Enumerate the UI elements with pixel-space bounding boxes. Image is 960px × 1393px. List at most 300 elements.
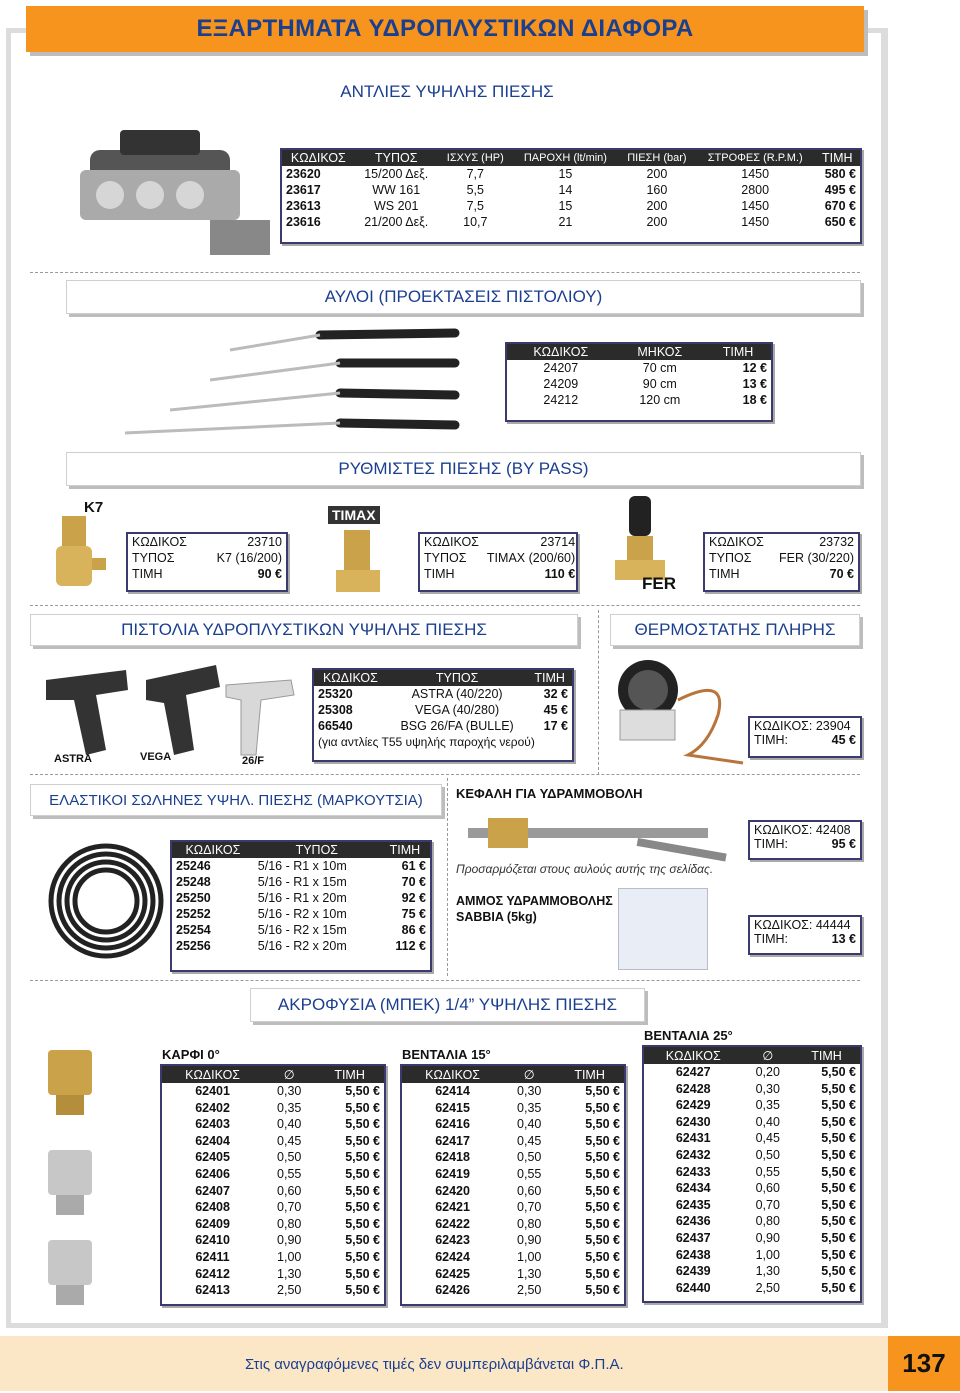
table-row [162,1166,384,1183]
guns-image: ASTRA VEGA 26/F [36,655,306,770]
lances-image [100,325,470,440]
table-cell: 25256 [176,939,211,953]
nozzle-diameter: 1,00 [755,1247,780,1262]
nozzle-price: 5,50 € [821,1230,856,1245]
nozzle-diameter: 1,30 [517,1266,542,1281]
table-cell: 200 [646,199,668,213]
bypass-section-title: ΡΥΘΜΙΣΤΕΣ ΠΙΕΣΗΣ (BY PASS) [66,452,861,486]
table-cell: ΤΥΠΟΣ [709,551,752,565]
nozzle-diameter: 0,45 [277,1133,302,1148]
table-cell: 12 € [742,361,767,375]
nozzle-price: 5,50 € [345,1249,380,1264]
table-row [172,842,430,858]
table-row [644,1263,860,1280]
pumps-table [282,150,860,230]
table-cell: 1450 [741,199,770,213]
hoses-table [172,842,430,954]
table-cell: 25308 [318,703,353,717]
table-cell: 14 [558,183,573,197]
nozzle-table-2 [642,1045,862,1303]
table-header-cell: ΤΙΜΗ [380,842,430,858]
nozzle-diameter: 0,60 [517,1183,542,1198]
table-row [162,1066,384,1083]
table-cell: 5/16 - R1 x 15m [257,875,347,889]
table-row [162,1266,384,1283]
col-price: ΤΙΜΗ [815,150,860,166]
footer-text: Στις αναγραφόμενες τιμές δεν συμπεριλαμβάνεται Φ.Π.Α. [245,1356,624,1373]
table-row [507,360,771,376]
sandblast-head-image [458,808,743,863]
table-row [162,1083,384,1100]
col-diameter: ∅ [742,1047,793,1064]
nozzle-code: 62420 [435,1183,470,1198]
nozzle-code: 62432 [675,1147,711,1162]
table-cell: 23620 [286,167,321,181]
nozzle-diameter: 0,50 [755,1147,780,1162]
table-cell: 75 € [401,907,426,921]
nozzle-code: 62401 [195,1084,230,1098]
nozzle-diameter: 1,30 [277,1266,302,1281]
table-cell: 10,7 [463,215,488,229]
table-cell: 495 € [824,183,856,197]
table-row [644,1280,860,1297]
nozzle-diameter: 0,35 [517,1100,542,1115]
table-cell: ΤΙΜΗ [132,567,163,581]
col-type: ΤΥΠΟΣ [355,150,438,166]
nozzle-table-0 [160,1064,386,1306]
table-cell: 18 € [742,393,767,407]
nozzle-diameter: 0,90 [517,1233,542,1248]
nozzle-price: 5,50 € [345,1216,380,1231]
table-row [644,1230,860,1247]
table-cell: 23613 [286,199,321,213]
table-cell: ΚΩΔΙΚΟΣ [132,535,187,549]
col-rpm: ΣΤΡΟΦΕΣ (R.P.M.) [696,150,815,166]
table-row [314,734,572,750]
nozzle-price: 5,50 € [345,1233,380,1248]
nozzle-code: 62418 [435,1150,470,1165]
table-row [644,1047,860,1064]
table [420,534,579,582]
nozzle-code: 62410 [195,1233,230,1248]
nozzle-diameter: 0,40 [277,1117,302,1132]
table-cell: 24209 [543,377,579,391]
nozzle-diameter: 0,30 [517,1084,542,1098]
table-row [644,1213,860,1230]
table-cell: 120 cm [639,393,681,407]
nozzle-price: 5,50 € [821,1247,856,1262]
table-header-cell: ΜΗΚΟΣ [615,344,705,360]
nozzle-code: 62425 [435,1266,470,1281]
nozzle-price: 5,50 € [585,1133,620,1148]
table-cell: TIMAX (200/60) [486,551,576,565]
nozzle-price: 5,50 € [821,1131,856,1146]
divider-vertical [598,610,599,775]
nozzle-diameter: 0,40 [755,1114,780,1129]
table-row [705,534,858,550]
table-row [644,1064,860,1081]
table-cell: ΤΥΠΟΣ [132,551,175,565]
nozzle-price: 5,50 € [345,1283,380,1298]
nozzle-diameter: 1,30 [755,1264,780,1279]
table-cell: WW 161 [372,183,421,197]
sand-bag-image [618,888,708,970]
nozzle-diameter: 0,55 [277,1166,302,1181]
nozzle-code: 62402 [195,1100,230,1115]
nozzle-price: 5,50 € [585,1200,620,1215]
sandblast-head-title: ΚΕΦΑΛΗ ΓΙΑ ΥΔΡΑΜΜΟΒΟΛΗ [456,786,643,801]
nozzle-price: 5,50 € [585,1266,620,1281]
nozzle-price: 5,50 € [345,1166,380,1181]
guns-table [314,670,572,750]
nozzle-diameter: 1,00 [517,1249,542,1264]
nozzle-price: 5,50 € [345,1183,380,1198]
nozzle-code: 62431 [675,1131,711,1146]
table-row [282,214,860,230]
table-cell: 1450 [741,215,770,229]
pumps-table-box [280,148,862,244]
table-row [644,1081,860,1098]
table-row [162,1232,384,1249]
table-row [402,1282,624,1299]
nozzle-diameter: 0,80 [755,1214,780,1229]
table-row [402,1100,624,1117]
nozzle-code: 62414 [435,1084,470,1098]
table-cell: 15/200 Δεξ. [364,167,429,181]
nozzle-diameter: 0,30 [755,1081,780,1096]
table-cell: FER (30/220) [778,551,854,565]
table-row [644,1180,860,1197]
table-row [172,890,430,906]
table-cell: 21 [558,215,573,229]
col-code: ΚΩΔΙΚΟΣ [644,1047,742,1064]
table-cell: 5/16 - R1 x 20m [257,891,347,905]
nozzle-code: 62426 [435,1283,470,1298]
table-cell: 5/16 - R2 x 10m [257,907,347,921]
col-power: ΙΣΧΥΣ (HP) [438,150,513,166]
table-row [402,1183,624,1200]
nozzle-price: 5,50 € [585,1249,620,1264]
nozzle-price: 5,50 € [821,1081,856,1096]
table-row [162,1282,384,1299]
divider [30,774,860,775]
nozzle-diameter: 0,40 [517,1117,542,1132]
nozzle-price: 5,50 € [821,1181,856,1196]
lances-table [507,344,771,408]
timax-image: TIMAX [320,506,420,596]
nozzle-code: 62421 [435,1200,470,1215]
table-row [402,1066,624,1083]
nozzle-diameter: 0,70 [517,1200,542,1215]
table-row [282,150,860,166]
nozzle-code: 62433 [675,1164,711,1179]
table-cell: 23617 [286,183,321,197]
nozzle-code: 62403 [195,1117,230,1132]
table [644,1047,860,1296]
nozzle-code: 62406 [195,1166,230,1181]
table-row [705,566,858,582]
nozzle-code: 62428 [675,1081,711,1096]
nozzle-code: 62413 [195,1283,230,1298]
nozzle-price: 5,50 € [345,1266,380,1281]
table-row [162,1199,384,1216]
nozzle-code: 62408 [195,1200,230,1215]
nozzle-code: 62427 [675,1065,711,1079]
bypass-timax-box [418,532,578,592]
table-cell: 70 € [829,567,854,581]
nozzle-diameter: 0,45 [755,1131,780,1146]
k7-image: K7 [36,496,126,596]
divider [30,272,860,273]
table-cell: 5/16 - R2 x 15m [257,923,347,937]
nozzle-price: 5,50 € [585,1117,620,1132]
nozzle-price: 5,50 € [585,1150,620,1165]
pump-image [60,110,280,265]
table-cell: (για αντλίες Τ55 υψηλής παροχής νερού) [318,735,535,749]
col-price: ΤΙΜΗ [555,1066,624,1083]
nozzle-code: 62411 [195,1249,230,1264]
table-cell: 24207 [543,361,579,375]
col-code: ΚΩΔΙΚΟΣ [162,1066,263,1083]
nozzle-code: 62416 [435,1117,470,1132]
table-header-cell: ΚΩΔΙΚΟΣ [507,344,615,360]
nozzle-price: 5,50 € [585,1166,620,1181]
nozzle-code: 62424 [435,1249,470,1264]
table-header-cell: ΤΙΜΗ [527,670,572,686]
table-row [282,198,860,214]
nozzle-diameter: 0,90 [755,1230,780,1245]
pumps-section-title: ΑΝΤΛΙΕΣ ΥΨΗΛΗΣ ΠΙΕΣΗΣ [282,76,612,108]
nozzle-code: 62437 [675,1230,711,1245]
nozzle-price: 5,50 € [345,1150,380,1165]
table-row [282,182,860,198]
table-row [402,1116,624,1133]
nozzle-code: 62439 [675,1264,711,1279]
table-cell: 25320 [318,687,353,701]
table-cell: 670 € [824,199,856,213]
table-row [420,566,579,582]
nozzle-diameter: 0,45 [517,1133,542,1148]
nozzle-code: 62440 [675,1280,711,1295]
table-cell: 23714 [540,535,576,549]
nozzle-price: 5,50 € [821,1065,856,1079]
nozzle-price: 5,50 € [821,1164,856,1179]
nozzle-price: 5,50 € [345,1100,380,1115]
nozzle-price: 5,50 € [585,1084,620,1098]
table [402,1066,624,1299]
sandblast-head-box: ΚΩΔΙΚΟΣ: 42408 ΤΙΜΗ: 95 € [748,820,862,860]
thermostat-box: ΚΩΔΙΚΟΣ: 23904 ΤΙΜΗ: 45 € [748,716,862,758]
table-row [402,1199,624,1216]
table-row [172,858,430,874]
table-row [402,1166,624,1183]
nozzle-diameter: 0,90 [277,1233,302,1248]
nozzle-code: 62412 [195,1266,230,1281]
sand-title: ΑΜΜΟΣ ΥΔΡΑΜΜΟΒΟΛΗΣ SABBIA (5kg) [456,894,613,924]
table-row [507,376,771,392]
table-cell: 25248 [176,875,211,889]
nozzle-code: 62435 [675,1197,711,1212]
table-cell: 61 € [401,859,426,873]
table-cell: 25254 [176,923,211,937]
nozzle-price: 5,50 € [821,1147,856,1162]
lances-section-title: ΑΥΛΟΙ (ΠΡΟΕΚΤΑΣΕΙΣ ΠΙΣΤΟΛΙΟΥ) [66,280,861,314]
nozzle-diameter: 0,35 [277,1100,302,1115]
table-cell: 2800 [741,183,770,197]
bypass-k7-box [126,532,288,592]
nozzle-code: 62415 [435,1100,470,1115]
nozzle-diameter: 0,55 [755,1164,780,1179]
nozzle-diameter: 0,60 [755,1181,780,1196]
table-row [162,1100,384,1117]
table-cell: 110 € [544,567,576,581]
table-cell: 45 € [543,703,568,717]
guns-section-title: ΠΙΣΤΟΛΙΑ ΥΔΡΟΠΛΥΣΤΙΚΩΝ ΥΨΗΛΗΣ ΠΙΕΣΗΣ [30,614,578,646]
table-row [402,1249,624,1266]
table-cell: K7 (16/200) [216,551,282,565]
table-row [282,166,860,182]
bypass-fer-box [703,532,860,592]
nozzle-diameter: 0,70 [277,1200,302,1215]
table-cell: 21/200 Δεξ. [364,215,429,229]
table-row [644,1247,860,1264]
nozzle-diameter: 0,20 [755,1065,780,1079]
table-cell: 23710 [247,535,282,549]
nozzle-code: 62405 [195,1150,230,1165]
lances-table-box [505,342,773,422]
table-cell: ΤΙΜΗ [424,567,455,581]
table-row [644,1147,860,1164]
table-cell: 17 € [543,719,568,733]
nozzle-code: 62436 [675,1214,711,1229]
table-header-cell: ΚΩΔΙΚΟΣ [172,842,254,858]
table-cell: 25250 [176,891,211,905]
nozzle-diameter: 0,60 [277,1183,302,1198]
hose-image [36,826,166,966]
table-cell: BSG 26/FA (BULLE) [400,719,514,733]
nozzle-price: 5,50 € [821,1197,856,1212]
table-cell: ΚΩΔΙΚΟΣ [424,535,479,549]
table-cell: ΤΙΜΗ [709,567,740,581]
nozzle-group-title-1: ΒΕΝΤΑΛΙΑ 15° [402,1047,491,1062]
table-row [162,1149,384,1166]
table-cell: 15 [558,199,573,213]
nozzle-code: 62407 [195,1183,230,1198]
nozzle-diameter: 0,35 [755,1098,780,1113]
nozzle-diameter: 0,30 [277,1084,302,1098]
table-row [172,922,430,938]
nozzle-code: 62422 [435,1216,470,1231]
table [162,1066,384,1299]
table-row [128,550,286,566]
nozzle-price: 5,50 € [585,1233,620,1248]
nozzles-section-title: ΑΚΡΟΦΥΣΙΑ (ΜΠΕΚ) 1/4” ΥΨΗΛΗΣ ΠΙΕΣΗΣ [250,988,645,1022]
table-cell: ΚΩΔΙΚΟΣ [709,535,764,549]
table-row [705,550,858,566]
col-code: ΚΩΔΙΚΟΣ [402,1066,503,1083]
nozzle-price: 5,50 € [585,1216,620,1231]
table-cell: 24212 [543,393,579,407]
table-cell: 5/16 - R2 x 20m [257,939,347,953]
nozzle-code: 62404 [195,1133,230,1148]
table-cell: 90 cm [642,377,677,391]
nozzle-code: 62430 [675,1114,711,1129]
table-cell: 70 cm [642,361,677,375]
nozzle-diameter: 0,50 [277,1150,302,1165]
table-header-cell: ΤΥΠΟΣ [254,842,380,858]
table-row [507,392,771,408]
thermostat-section-title: ΘΕΡΜΟΣΤΑΤΗΣ ΠΛΗΡΗΣ [610,614,860,646]
table-cell: 200 [646,215,668,229]
table-row [402,1083,624,1100]
col-price: ΤΙΜΗ [793,1047,860,1064]
nozzle-diameter: 2,50 [277,1283,302,1298]
table-cell: 580 € [824,167,856,181]
table-cell: 5/16 - R1 x 10m [257,859,347,873]
nozzle-code: 62438 [675,1247,711,1262]
nozzle-price: 5,50 € [345,1117,380,1132]
table-cell: 160 [646,183,668,197]
col-flow: ΠΑΡΟΧΗ (lt/min) [513,150,618,166]
table-cell: 5,5 [466,183,484,197]
table-cell: 92 € [401,891,426,905]
nozzle-diameter: 0,70 [755,1197,780,1212]
nozzle-diameter: 0,80 [517,1216,542,1231]
table-row [402,1133,624,1150]
table-row [402,1149,624,1166]
table-row [644,1164,860,1181]
page-title: ΕΞΑΡΤΗΜΑΤΑ ΥΔΡΟΠΛΥΣΤΙΚΩΝ ΔΙΑΦΟΡΑ [26,6,864,52]
nozzle-diameter: 0,80 [277,1216,302,1231]
table-header-cell: ΚΩΔΙΚΟΣ [314,670,387,686]
table-row [402,1266,624,1283]
col-diameter: ∅ [263,1066,315,1083]
table-row [172,906,430,922]
nozzle-price: 5,50 € [585,1100,620,1115]
nozzle-code: 62417 [435,1133,470,1148]
table-row [644,1097,860,1114]
table-row [644,1197,860,1214]
table-row [644,1130,860,1147]
table-cell: VEGA (40/280) [415,703,500,717]
table-row [644,1114,860,1131]
nozzle-price: 5,50 € [821,1098,856,1113]
table-cell: ASTRA (40/220) [411,687,503,701]
table-row [162,1116,384,1133]
table-row [420,550,579,566]
page-number: 137 [888,1336,960,1391]
table-cell: 650 € [824,215,856,229]
table-row [507,344,771,360]
nozzle-code: 62429 [675,1098,711,1113]
table-row [128,534,286,550]
nozzle-group-title-2: ΒΕΝΤΑΛΙΑ 25° [644,1028,733,1043]
thermostat-image [608,655,748,765]
col-pressure: ΠΙΕΣΗ (bar) [618,150,696,166]
nozzle-price: 5,50 € [821,1214,856,1229]
nozzle-code: 62423 [435,1233,470,1248]
nozzle-price: 5,50 € [585,1183,620,1198]
sandblast-head-note: Προσαρμόζεται στους αυλούς αυτής της σελίδας. [456,862,714,876]
table-cell: 70 € [401,875,426,889]
table-cell: 7,7 [466,167,484,181]
table-row [162,1183,384,1200]
divider [30,605,860,606]
table-row [162,1249,384,1266]
table-row [314,702,572,718]
nozzle-diameter: 0,55 [517,1166,542,1181]
table-cell: 25252 [176,907,211,921]
